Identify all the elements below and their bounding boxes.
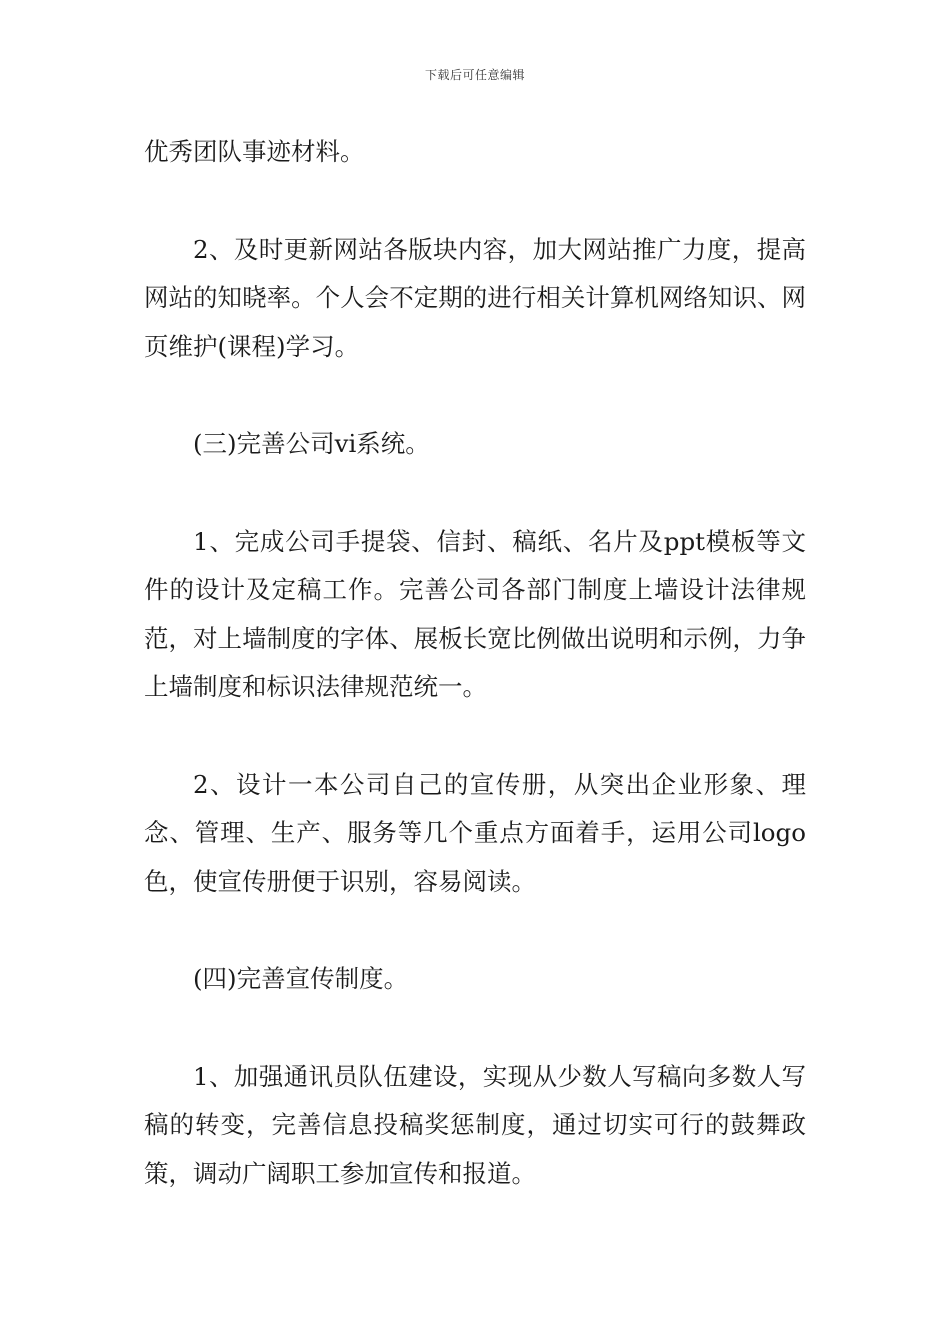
paragraph-continuation: 优秀团队事迹材料。 (144, 137, 365, 166)
page-header-note: 下载后可任意编辑 (424, 68, 525, 82)
section-heading-publicity-system: (四)完善宣传制度。 (193, 964, 409, 993)
paragraph-vi-design: 1、完成公司手提袋、信封、稿纸、名片及ppt模板等文件的设计及定稿工作。完善公司各部门制度上墙设计法律规范，对上墙制度的字体、展板长宽比例做出说明和示例，力争上墙制度和标识法律规范统一。 (144, 526, 806, 701)
paragraph-website-update: 2、及时更新网站各版块内容，加大网站推广力度，提高网站的知晓率。个人会不定期的进行相关计算机网络知识、网页维护(课程)学习。 (144, 234, 806, 361)
paragraph-correspondent-team: 1、加强通讯员队伍建设，实现从少数人写稿向多数人写稿的转变，完善信息投稿奖惩制度，通过切实可行的鼓舞政策，调动广阔职工参加宣传和报道。 (144, 1061, 806, 1188)
document-body (144, 128, 806, 1198)
paragraph-brochure: 2、设计一本公司自己的宣传册，从突出企业形象、理念、管理、生产、服务等几个重点方面着手，运用公司logo色，使宣传册便于识别，容易阅读。 (144, 769, 806, 896)
section-heading-vi-system: (三)完善公司vi系统。 (193, 429, 430, 458)
